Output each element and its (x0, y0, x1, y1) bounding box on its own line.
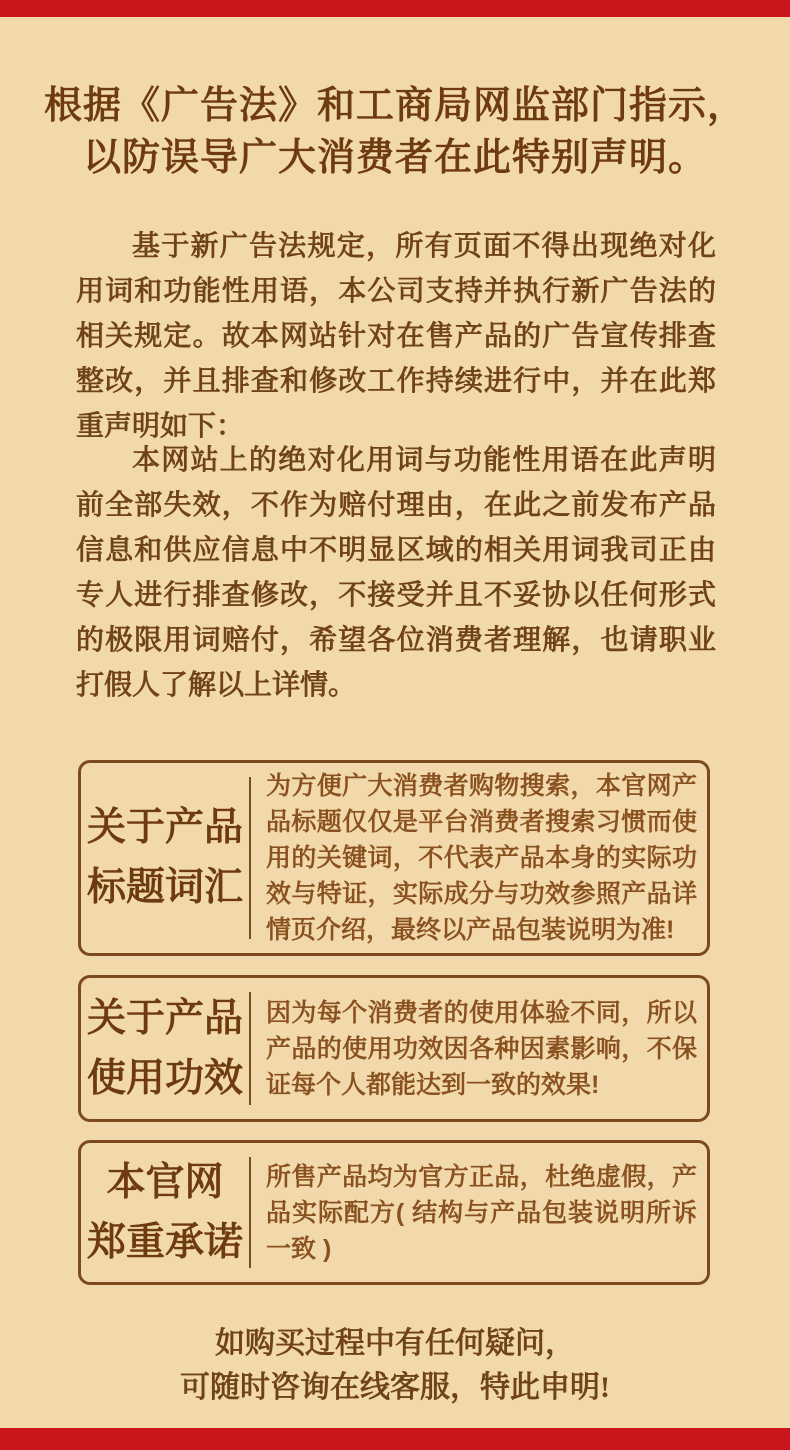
paragraph-terms-invalidation: 本网站上的绝对化用词与功能性用语在此声明前全部失效，不作为赔付理由，在此之前发布产品信息和供应信息中不明显区域的相关用词我司正由专人进行排查修改，不接受并且不妥协以任何形式的极限用词赔付，希望各位消费者理解，也请职业打假人了解以上详情。 (76, 445, 716, 701)
notice-box-label-line1: 关于产品 (86, 996, 243, 1040)
notice-box-label-line1: 关于产品 (86, 806, 243, 849)
page-title (0, 80, 790, 184)
footer-statement-line1: 如购买过程中有任何疑问， (215, 1327, 575, 1360)
notice-box-label-line1: 本官网 (106, 1160, 224, 1204)
notice-box-label-line2: 标题词汇 (86, 866, 243, 909)
notice-box-product-efficacy (78, 975, 710, 1122)
bottom-red-bar (0, 1428, 790, 1450)
page-title-line2: 以防误导广大消费者在此特别声明。 (82, 137, 707, 179)
notice-box-label-line2: 郑重承诺 (86, 1220, 243, 1264)
notice-box-label-line2: 使用功效 (86, 1056, 243, 1100)
notice-box-official-promise (78, 1140, 710, 1285)
notice-box-label (81, 978, 249, 1119)
notice-box-label (81, 763, 249, 953)
top-red-bar (0, 0, 790, 17)
notice-box-label (81, 1143, 249, 1282)
notice-box-text: 因为每个消费者的使用体验不同，所以产品的使用功效因各种因素影响，不保证每个人都能达到一致的效果! (266, 998, 697, 1099)
notice-box-text: 为方便广大消费者购物搜索，本官网产品标题仅仅是平台消费者搜索习惯而使用的关键词，不代表产品本身的实际功效与特证，实际成分与功效参照产品详情页介绍，最终以产品包装说明为准! (266, 772, 697, 944)
footer-statement (0, 1322, 790, 1410)
page-title-line1: 根据《广告法》和工商局网监部门指示， (43, 85, 746, 127)
paragraph-new-ad-law: 基于新广告法规定，所有页面不得出现绝对化用词和功能性用语，本公司支持并执行新广告法的相关规定。故本网站针对在售产品的广告宣传排查整改，并且排查和修改工作持续进行中，并在此郑重声明如下： (76, 231, 716, 442)
notice-box-product-title (78, 760, 710, 956)
notice-box-text: 所售产品均为官方正品，杜绝虚假，产品实际配方( 结构与产品包装说明所诉一致 ) (266, 1162, 697, 1263)
footer-statement-line2: 可随时咨询在线客服，特此申明! (180, 1371, 610, 1404)
